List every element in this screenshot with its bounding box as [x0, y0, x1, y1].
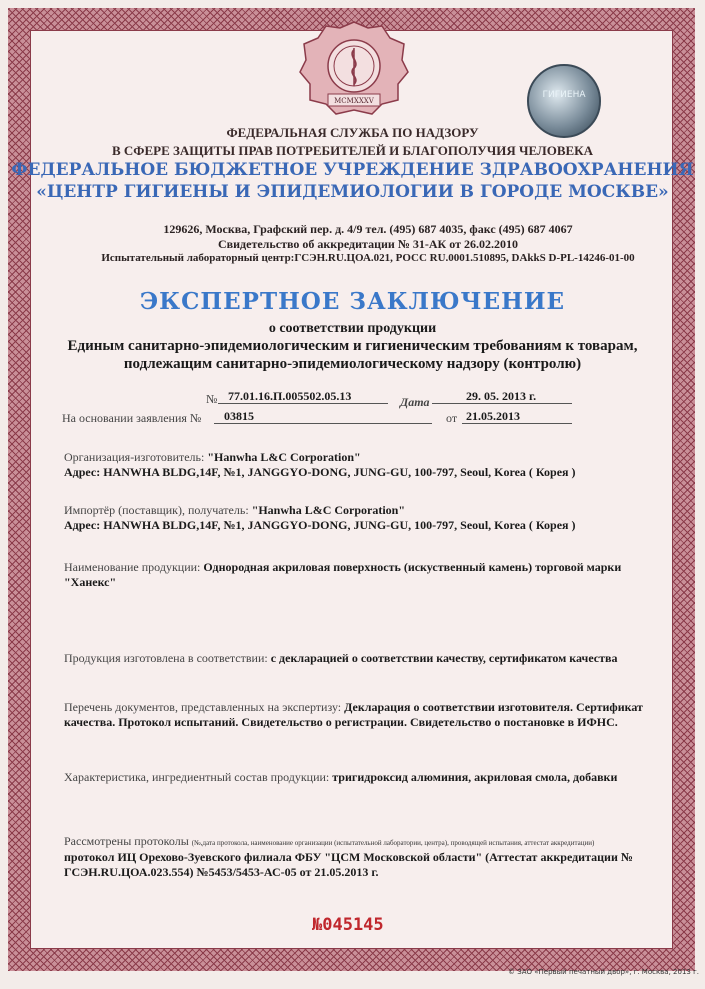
number-underline — [218, 403, 388, 404]
importer-address: Адрес: HANWHA BLDG,14F, №1, JANGGYO-DONG, JUNG-GU, 100-797, Seoul, Korea ( Корея ) — [64, 518, 576, 532]
lab-center-line: Испытательный лабораторный центр:ГСЭН.RU.ЦОА.021, РОСС RU.0001.510895, DAkkS D-PL-14246-01-00 — [101, 252, 635, 264]
manufacturer-row — [64, 450, 361, 465]
basis-value: 03815 — [224, 409, 254, 423]
docs-value-2: качества. Протокол испытаний. Свидетельство о регистрации. Свидетельство о постановке в ИФНС. — [64, 715, 618, 729]
docs-label: Перечень документов, представленных на экспертизу: — [64, 700, 342, 714]
importer-row — [64, 503, 405, 518]
basis-from-underline — [462, 423, 572, 424]
docs-value-1: Декларация о соответствии изготовителя. Сертификат — [344, 700, 643, 714]
subtitle-3: подлежащим санитарно-эпидемиологическому надзору (контролю) — [123, 356, 582, 372]
composition-row — [64, 770, 617, 785]
manufacturer-label: Организация-изготовитель: — [64, 450, 205, 464]
made-row — [64, 651, 618, 666]
protocols-value-1: протокол ИЦ Орехово-Зуевского филиала ФБУ "ЦСМ Московской области" (Аттестат аккредитации № — [64, 850, 633, 864]
agency-line-2: В СФЕРЕ ЗАЩИТЫ ПРАВ ПОТРЕБИТЕЛЕЙ И БЛАГОПОЛУЧИЯ ЧЕЛОВЕКА — [112, 143, 593, 158]
institution-line-1: ФЕДЕРАЛЬНОЕ БЮДЖЕТНОЕ УЧРЕЖДЕНИЕ ЗДРАВООХРАНЕНИЯ — [11, 160, 694, 180]
hologram-text: ГИГИЕНА — [542, 90, 586, 100]
docs-row — [64, 700, 643, 715]
emblem-seal-icon — [298, 20, 410, 116]
product-value-1: Однородная акриловая поверхность (искуственный камень) торговой марки — [203, 560, 622, 574]
basis-from-value: 21.05.2013 — [466, 409, 520, 423]
protocols-value-2: ГСЭН.RU.ЦОА.023.554) №5453/5453-АС-05 от 21.05.2013 г. — [64, 865, 379, 879]
importer-label: Импортёр (поставщик), получатель: — [64, 503, 249, 517]
subtitle-1: о соответствии продукции — [268, 321, 437, 336]
number-value: 77.01.16.П.005502.05.13 — [228, 389, 352, 403]
composition-label: Характеристика, ингредиентный состав продукции: — [64, 770, 330, 784]
protocols-note: (№,дата протокола, наименование организации (испытательной лаборатории, центра), проводящей испытания, аттестат аккредитации) — [191, 839, 595, 847]
composition-value: тригидроксид алюминия, акриловая смола, добавки — [332, 770, 618, 784]
product-value-2: "Ханекс" — [64, 575, 117, 589]
date-underline — [432, 403, 572, 404]
product-row — [64, 560, 621, 575]
protocols-label: Рассмотрены протоколы — [64, 834, 189, 848]
made-value: с декларацией о соответствии качеству, сертификатом качества — [270, 651, 618, 665]
basis-underline — [214, 423, 432, 424]
document-title: ЭКСПЕРТНОЕ ЗАКЛЮЧЕНИЕ — [139, 288, 566, 315]
manufacturer-value: "Hanwha L&C Corporation" — [207, 450, 361, 464]
basis-label: На основании заявления № — [62, 411, 202, 425]
printer-copyright: © ЗАО «Первый печатный двор», г. Москва, 2013 г. — [508, 968, 699, 976]
date-label: Дата — [400, 395, 430, 409]
agency-line-1: ФЕДЕРАЛЬНАЯ СЛУЖБА ПО НАДЗОРУ — [226, 125, 479, 140]
serial-number: №045145 — [312, 915, 384, 935]
accreditation-line: Свидетельство об аккредитации № 31-АК от 26.02.2010 — [218, 237, 518, 251]
date-value: 29. 05. 2013 г. — [466, 389, 537, 403]
number-label: № — [206, 392, 218, 406]
address-line-1: 129626, Москва, Графский пер. д. 4/9 тел. (495) 687 4035, факс (495) 687 4067 — [163, 222, 573, 236]
importer-value: "Hanwha L&C Corporation" — [251, 503, 406, 517]
subtitle-2: Единым санитарно-эпидемиологическим и гигиеническим требованиям к товарам, — [67, 338, 638, 354]
seal-text: MCMXXXV — [334, 97, 374, 105]
manufacturer-address: Адрес: HANWHA BLDG,14F, №1, JANGGYO-DONG, JUNG-GU, 100-797, Seoul, Korea ( Корея ) — [64, 465, 576, 479]
institution-line-2: «ЦЕНТР ГИГИЕНЫ И ЭПИДЕМИОЛОГИИ В ГОРОДЕ МОСКВЕ» — [36, 182, 669, 202]
basis-from-label: от — [446, 411, 458, 425]
product-label: Наименование продукции: — [64, 560, 201, 574]
made-label: Продукция изготовлена в соответствии: — [64, 651, 268, 665]
protocols-row — [64, 834, 594, 849]
